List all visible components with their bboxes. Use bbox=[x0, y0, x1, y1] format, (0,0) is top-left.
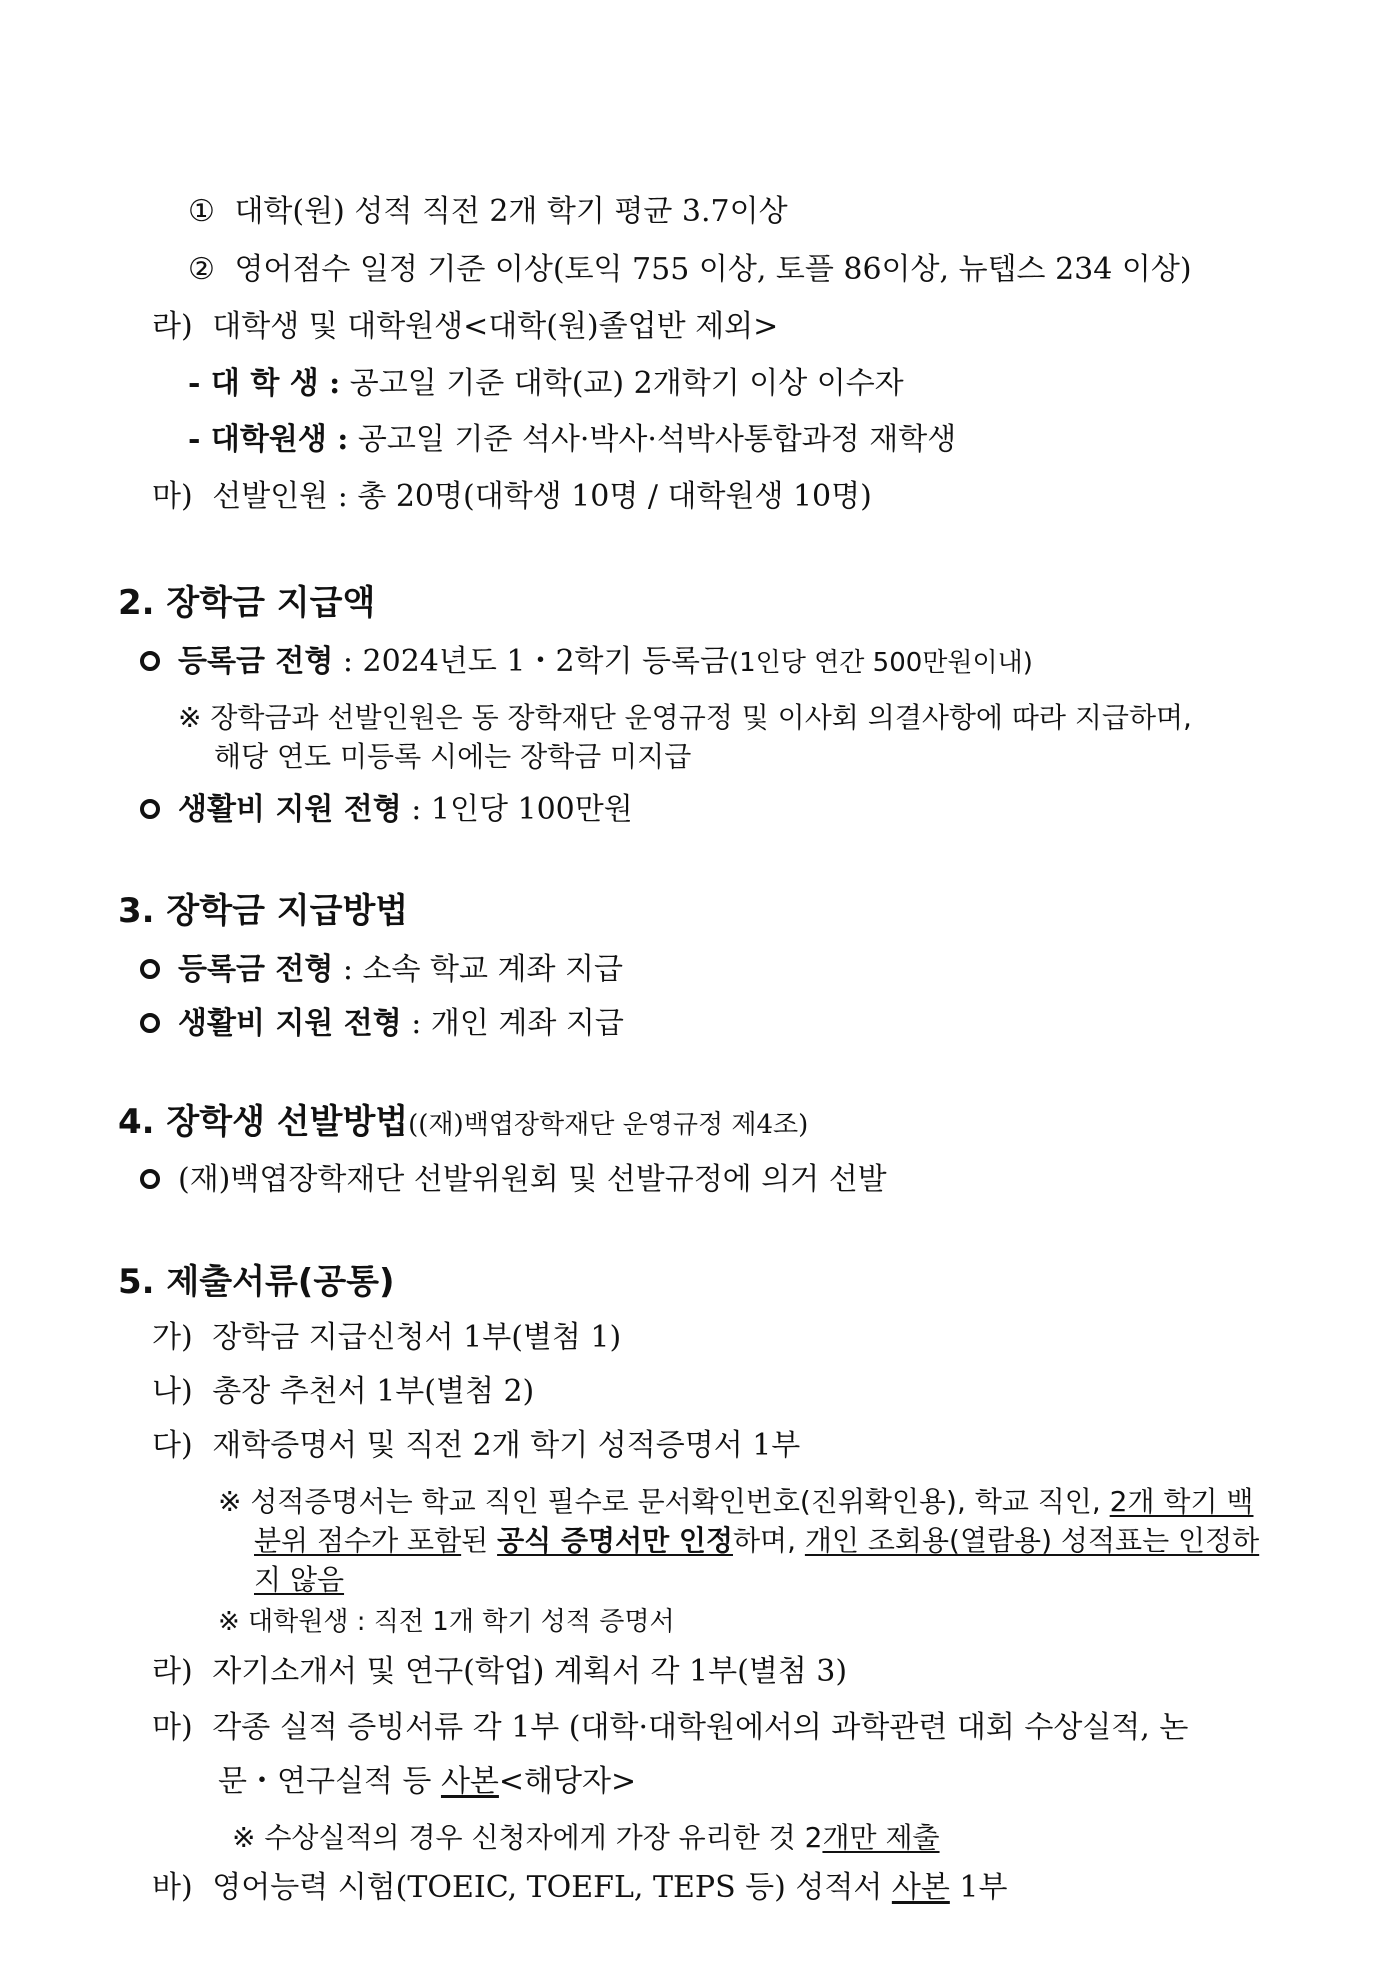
heading-note: ((재)백엽장학재단 운영규정 제4조) bbox=[408, 1110, 809, 1140]
list-item-da bbox=[152, 1426, 800, 1466]
item-text: 총장 추천서 1부(별첨 2) bbox=[212, 1374, 535, 1409]
award-note: ※ 수상실적의 경우 신청자에게 가장 유리한 것 2개만 제출 bbox=[232, 1821, 940, 1854]
item-marker: 라) bbox=[152, 1654, 193, 1689]
item-text: 재학증명서 및 직전 2개 학기 성적증명서 1부 bbox=[212, 1428, 801, 1463]
criteria-item-1 bbox=[188, 192, 788, 232]
list-item-ma-5 bbox=[152, 1708, 1188, 1748]
bullet-tuition-method bbox=[140, 950, 623, 990]
bullet-selection bbox=[140, 1160, 887, 1200]
item-number: ① bbox=[188, 194, 215, 229]
transcript-note-line-1: ※ 성적증명서는 학교 직인 필수로 문서확인번호(진위확인용), 학교 직인, 2개 학기 백 bbox=[218, 1485, 1254, 1518]
section-heading-3: 3. 장학금 지급방법 bbox=[118, 891, 409, 931]
sub-item-grad bbox=[188, 420, 956, 460]
item-marker: 다) bbox=[152, 1428, 193, 1463]
circle-bullet-icon bbox=[140, 799, 160, 819]
list-item-ra bbox=[152, 307, 778, 347]
bullet-label: 등록금 전형 bbox=[178, 952, 334, 987]
note-line-2: 해당 연도 미등록 시에는 장학금 미지급 bbox=[214, 740, 692, 773]
bullet-note: (1인당 연간 500만원이내) bbox=[729, 648, 1033, 678]
section-heading-2: 2. 장학금 지급액 bbox=[118, 583, 376, 623]
criteria-item-2 bbox=[188, 250, 1192, 290]
bullet-label: 생활비 지원 전형 bbox=[178, 1006, 402, 1041]
item-marker: 마) bbox=[152, 1710, 193, 1745]
item-marker: 마) bbox=[152, 479, 193, 514]
grad-transcript-note: ※ 대학원생 : 직전 1개 학기 성적 증명서 bbox=[218, 1607, 675, 1637]
item-marker: 라) bbox=[152, 309, 193, 344]
bullet-label: 생활비 지원 전형 bbox=[178, 792, 402, 827]
item-number: ② bbox=[188, 252, 215, 287]
transcript-note-line-3: 지 않음 bbox=[254, 1563, 345, 1596]
list-item-ba: 바) 영어능력 시험(TOEIC, TOEFL, TEPS 등) 성적서 사본 1부 bbox=[152, 1870, 1008, 1905]
bullet-living-method bbox=[140, 1004, 624, 1044]
circle-bullet-icon bbox=[140, 1013, 160, 1033]
item-marker: 가) bbox=[152, 1320, 193, 1355]
item-text: 선발인원 : 총 20명(대학생 10명 / 대학원생 10명) bbox=[212, 479, 872, 514]
list-item-ma-5-continued: 문・연구실적 등 사본<해당자> bbox=[218, 1764, 637, 1799]
bullet-label: 등록금 전형 bbox=[178, 644, 334, 679]
bullet-text: : 개인 계좌 지급 bbox=[401, 1006, 624, 1041]
section-heading-5: 5. 제출서류(공통) bbox=[118, 1262, 395, 1302]
item-label: - 대 학 생 : bbox=[188, 366, 341, 401]
list-item-na bbox=[152, 1372, 534, 1412]
item-label: - 대학원생 : bbox=[188, 422, 349, 457]
note-line-1: ※ 장학금과 선발인원은 동 장학재단 운영규정 및 이사회 의결사항에 따라 지급하며, bbox=[178, 701, 1192, 734]
section-heading-4: 4. 장학생 선발방법((재)백엽장학재단 운영규정 제4조) bbox=[118, 1102, 809, 1142]
circle-bullet-icon bbox=[140, 651, 160, 671]
item-text: 자기소개서 및 연구(학업) 계획서 각 1부(별첨 3) bbox=[212, 1654, 848, 1689]
bullet-text: (재)백엽장학재단 선발위원회 및 선발규정에 의거 선발 bbox=[178, 1162, 887, 1197]
item-text: 공고일 기준 대학(교) 2개학기 이상 이수자 bbox=[349, 366, 904, 401]
item-text: 각종 실적 증빙서류 각 1부 (대학·대학원에서의 과학관련 대회 수상실적, 논 bbox=[212, 1710, 1189, 1745]
bullet-text: : 소속 학교 계좌 지급 bbox=[333, 952, 623, 987]
item-text: 대학(원) 성적 직전 2개 학기 평균 3.7이상 bbox=[234, 194, 788, 229]
bullet-text: : 1인당 100만원 bbox=[401, 792, 633, 827]
transcript-note-line-2: 분위 점수가 포함된 공식 증명서만 인정하며, 개인 조회용(열람용) 성적표는 인정하 bbox=[254, 1524, 1260, 1557]
item-text: 영어점수 일정 기준 이상(토익 755 이상, 토플 86이상, 뉴텝스 234 이상) bbox=[234, 252, 1192, 287]
list-item-ra-5 bbox=[152, 1652, 847, 1692]
circle-bullet-icon bbox=[140, 959, 160, 979]
item-text: 공고일 기준 석사·박사·석박사통합과정 재학생 bbox=[357, 422, 957, 457]
bullet-text: : 2024년도 1・2학기 등록금 bbox=[333, 644, 729, 679]
item-marker: 바) bbox=[152, 1870, 193, 1905]
item-marker: 나) bbox=[152, 1374, 193, 1409]
bullet-tuition bbox=[140, 642, 1033, 683]
item-text: 대학생 및 대학원생<대학(원)졸업반 제외> bbox=[212, 309, 779, 344]
list-item-ga bbox=[152, 1318, 621, 1358]
sub-item-undergrad bbox=[188, 364, 904, 404]
bullet-living bbox=[140, 790, 633, 830]
circle-bullet-icon bbox=[140, 1169, 160, 1189]
item-text: 장학금 지급신청서 1부(별첨 1) bbox=[212, 1320, 622, 1355]
list-item-ma bbox=[152, 477, 872, 517]
